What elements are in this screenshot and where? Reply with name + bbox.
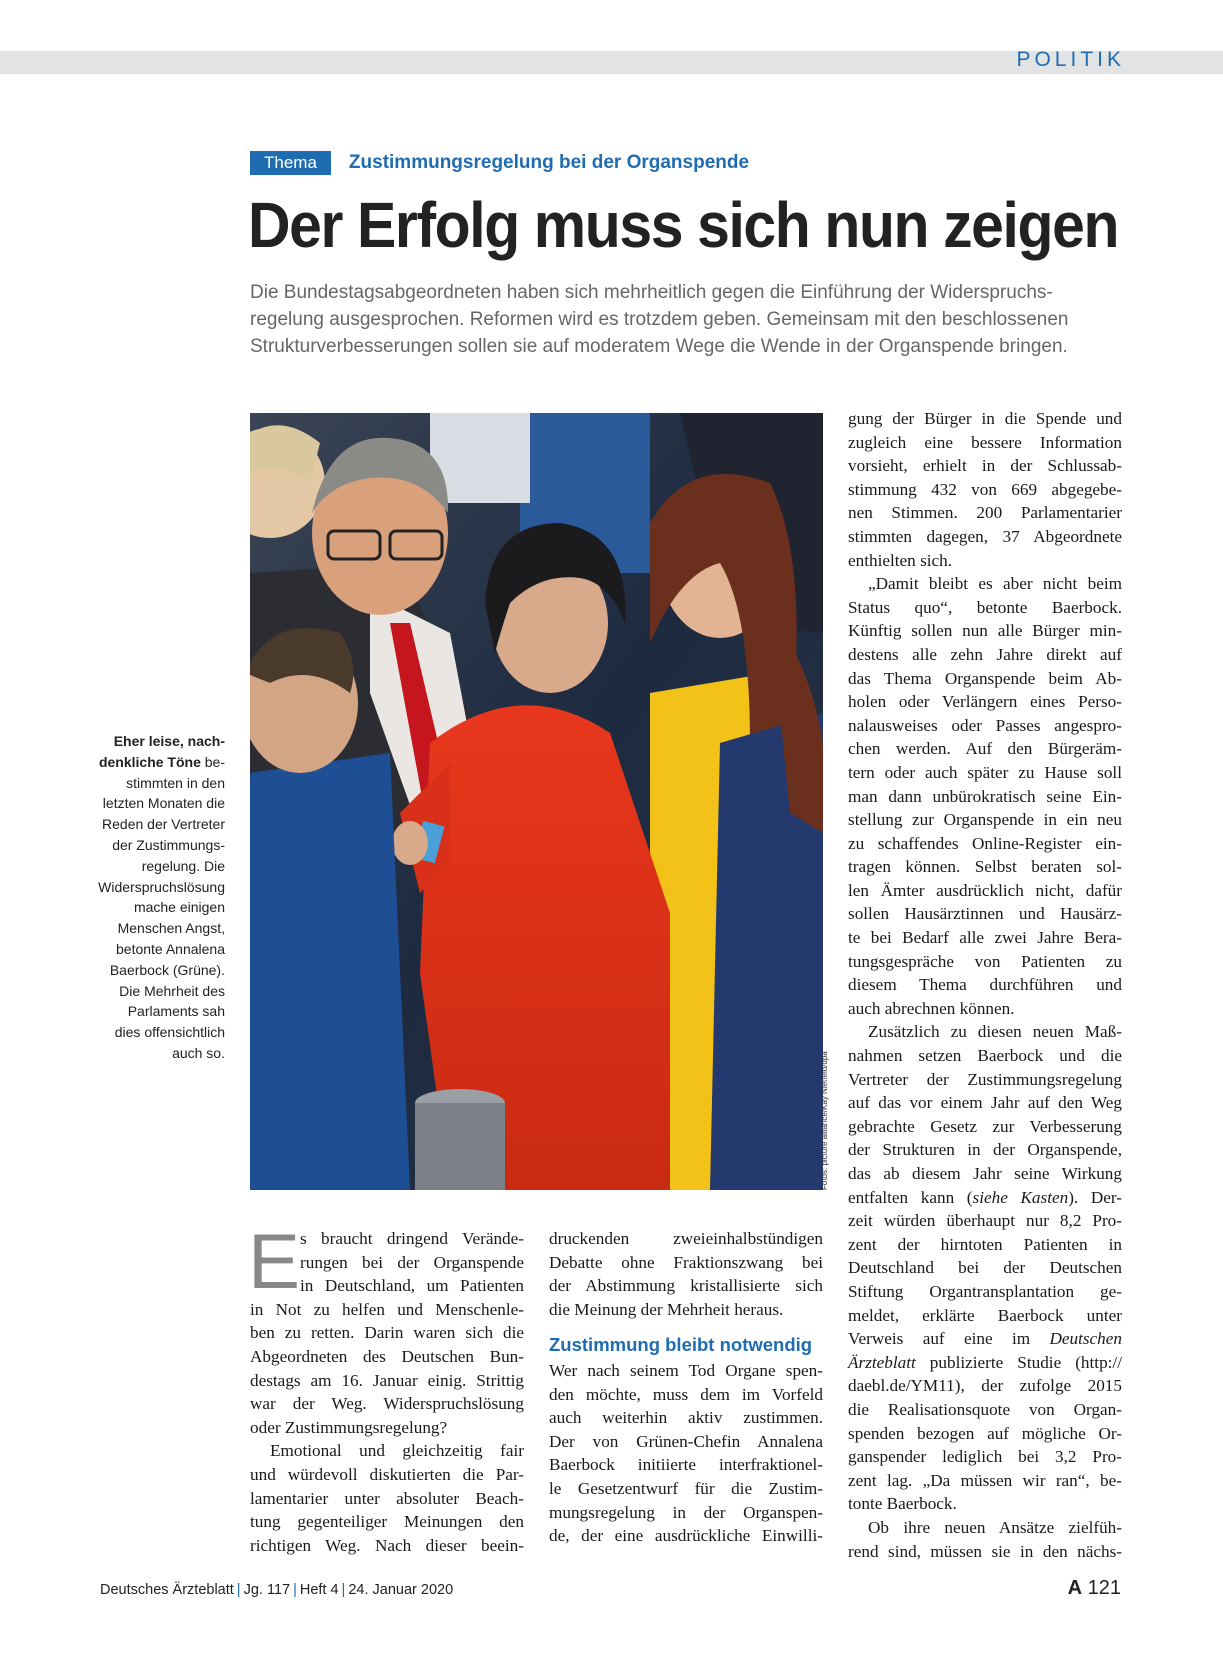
body-line: und würdevoll diskutierten die Par-: [250, 1464, 524, 1484]
lede-line: Strukturverbesserungen sollen sie auf moderatem Wege die Wende in der Organspende bringen.: [250, 336, 1068, 357]
caption-line: dies offensichtlich: [114, 1024, 225, 1041]
body-line: ganspender lediglich bei 3,2 Pro-: [848, 1447, 1122, 1467]
body-line: s braucht dringend Verände-: [300, 1229, 524, 1248]
body-line: tungsgespräche von Patienten zu: [848, 951, 1122, 971]
body-line: meldet, erklärte Baerbock unter: [848, 1305, 1122, 1325]
body-line: nen Stimmen. 200 Parlamentarier: [848, 503, 1122, 523]
body-fragment: entfalten kann (: [848, 1187, 973, 1207]
body-line: nahmen setzen Baerbock und die: [848, 1046, 1122, 1066]
body-line: Stiftung Organtransplantation ge-: [848, 1281, 1122, 1301]
body-line: Vertreter der Zustimmungsregelung: [848, 1069, 1122, 1089]
lede-line: Die Bundestagsabgeordneten haben sich mehrheitlich gegen die Einführung der Widerspruchs-: [250, 282, 1053, 303]
body-line: auch weiterhin aktiv zustimmen.: [549, 1408, 823, 1428]
body-line: len Ämter ausdrücklich nicht, dafür: [848, 880, 1122, 900]
body-line: te bei Bedarf alle zwei Jahre Bera-: [848, 928, 1122, 948]
body-line: de, der eine ausdrückliche Einwilli-: [549, 1526, 823, 1546]
footer-separator: |: [293, 1582, 297, 1598]
body-line: zugleich eine bessere Information: [848, 432, 1122, 452]
body-line: die Realisationsquote von Organ-: [848, 1399, 1122, 1419]
footer-separator: |: [341, 1582, 346, 1598]
caption-bold: Eher leise, nach-: [113, 733, 225, 749]
body-line: destags am 16. Januar einig. Strittig: [250, 1370, 524, 1390]
body-line: nalausweises oder Passes angespro-: [848, 715, 1122, 735]
body-line: den möchte, muss dem im Vorfeld: [549, 1384, 823, 1404]
page-prefix: A: [1067, 1577, 1083, 1599]
body-line: zent der hirntoten Patienten in: [848, 1234, 1122, 1254]
body-line: „Damit bleibt es aber nicht beim: [868, 574, 1122, 594]
footer-separator: |: [236, 1582, 241, 1598]
body-line: Der von Grünen-Chefin Annalena: [549, 1431, 823, 1451]
subheading: Zustimmung bleibt notwendig: [549, 1334, 813, 1356]
body-column-3: [848, 407, 1122, 1563]
body-line: daebl.de/YM11), der zufolge 2015: [848, 1376, 1122, 1396]
body-line: war der Weg. Widerspruchslösung: [250, 1394, 524, 1414]
body-line: rungen bei der Organspende: [300, 1252, 524, 1272]
body-column-2: [549, 1227, 823, 1548]
caption-line: stimmten in den: [126, 774, 225, 791]
body-line: mungsregelung in der Organspen-: [549, 1502, 823, 1522]
body-line: richtigen Weg. Nach dieser beein-: [250, 1535, 524, 1555]
page-number: [1068, 1577, 1121, 1600]
journal-volume: Jg. 117: [243, 1582, 291, 1598]
body-line: tragen können. Selbst beraten sol-: [848, 857, 1122, 877]
body-italic: Ärzteblatt: [848, 1352, 916, 1372]
caption-line: auch so.: [172, 1044, 225, 1061]
body-line: rend sind, müssen sie in den nächs-: [848, 1541, 1122, 1561]
body-line: der Abstimmung kristallisierte sich: [549, 1276, 823, 1296]
caption-line: der Zustimmungs-: [112, 836, 225, 853]
journal-name: Deutsches Ärzteblatt: [100, 1582, 234, 1598]
body-line: auch abrechnen können.: [848, 998, 1015, 1018]
caption-line: Parlaments sah: [127, 1003, 225, 1020]
body-fragment: publizierte Studie (http://: [915, 1352, 1122, 1372]
caption-line: be-: [200, 753, 225, 770]
body-line: gung der Bürger in die Spende und: [848, 409, 1122, 428]
body-italic: Deutschen: [1049, 1329, 1122, 1349]
body-line: holen oder Verlängern eines Perso-: [848, 692, 1122, 712]
journal-date: 24. Januar 2020: [348, 1582, 454, 1598]
body-line: Deutschland bei der Deutschen: [848, 1258, 1122, 1278]
body-line: Zusätzlich zu diesen neuen Maß-: [868, 1022, 1122, 1042]
caption-line: Widerspruchslösung: [98, 878, 225, 895]
body-line: das Thema Organspende beim Ab-: [848, 668, 1122, 688]
body-line: zeit würden überhaupt nur 8,2 Pro-: [848, 1211, 1122, 1231]
drop-cap: E: [248, 1217, 301, 1305]
photo-credit: Fotos: picture alliance/Kay Nietfeld/dpa: [820, 1051, 829, 1190]
body-line: chen werden. Auf den Bürgeräm-: [848, 739, 1122, 759]
body-line: vorsieht, erhielt in der Schlussab-: [848, 456, 1122, 476]
body-line: stimmung 432 von 669 abgegebe-: [848, 479, 1122, 499]
section-label: POLITIK: [1016, 48, 1125, 71]
body-line: zu schaffendes Online-Register ein-: [848, 833, 1122, 853]
headline: Der Erfolg muss sich nun zeigen: [248, 189, 1119, 261]
body-line: auf das vor einem Jahr auf den Weg: [848, 1093, 1122, 1113]
article-photo: [250, 413, 823, 1190]
body-line: spenden bezogen auf mögliche Or-: [848, 1423, 1122, 1443]
body-line: zent lag. „Da müssen wir ran“, be-: [848, 1470, 1122, 1490]
body-line: gebrachte Gesetz zur Verbesserung: [848, 1116, 1122, 1136]
body-line: enthielten sich.: [848, 550, 953, 570]
body-line: Baerbock initiierte interfraktionel-: [549, 1455, 823, 1475]
body-line: in Not zu helfen und Menschenle-: [250, 1299, 524, 1319]
page-footer: [100, 1582, 453, 1598]
body-line: [848, 1186, 1122, 1210]
body-line: Wer nach seinem Tod Organe spen-: [549, 1360, 823, 1380]
body-column-1: [248, 1217, 524, 1557]
body-line: oder Zustimmungsregelung?: [250, 1417, 448, 1437]
body-line: ben zu retten. Darin waren sich die: [250, 1323, 524, 1343]
body-line: lamentarier unter absoluter Beach-: [250, 1488, 524, 1508]
journal-issue: Heft 4: [299, 1582, 339, 1598]
body-line: le Gesetzentwurf für die Zustim-: [549, 1478, 823, 1498]
body-line: druckenden zweieinhalbstündigen: [549, 1229, 823, 1248]
body-line: Status quo“, betonte Baerbock.: [848, 597, 1122, 617]
body-line: stimmten dagegen, 37 Abgeordnete: [848, 526, 1122, 546]
kicker: Zustimmungsregelung bei der Organspende: [348, 152, 750, 173]
caption-line: betonte Annalena: [116, 940, 225, 957]
lede-line: regelung ausgesprochen. Reformen wird es trotzdem geben. Gemeinsam mit den beschlossenen: [250, 309, 1069, 330]
kicker-row: [250, 151, 749, 175]
page-value: 121: [1087, 1577, 1121, 1599]
body-line: Debatte ohne Fraktionszwang bei: [549, 1252, 823, 1272]
lede: [250, 279, 1130, 360]
caption-line: mache einigen: [133, 899, 225, 916]
caption-line: Menschen Angst,: [117, 920, 225, 937]
body-line: die Meinung der Mehrheit heraus.: [549, 1299, 784, 1319]
body-line: Abgeordneten des Deutschen Bun-: [250, 1346, 524, 1366]
body-fragment: ). Der-: [1068, 1187, 1122, 1207]
body-line: [848, 1351, 1122, 1375]
body-line: sollen Hausärztinnen und Hausärz-: [848, 904, 1122, 924]
thema-tag: Thema: [250, 151, 331, 175]
body-line: der Strukturen in der Organspende,: [848, 1140, 1122, 1160]
body-line: destens alle zehn Jahre direkt auf: [848, 644, 1122, 664]
body-line: tern oder auch später zu Hause soll: [848, 762, 1122, 782]
caption-line: Baerbock (Grüne).: [109, 961, 225, 978]
photo-caption: [75, 731, 225, 1064]
caption-line: Die Mehrheit des: [119, 982, 225, 999]
body-fragment: Verweis auf eine im: [848, 1329, 1050, 1349]
body-line: [848, 1327, 1122, 1351]
body-line: in Deutschland, um Patienten: [300, 1276, 524, 1296]
caption-line: regelung. Die: [141, 857, 225, 874]
body-line: diesem Thema durchführen und: [848, 975, 1122, 995]
caption-bold: denkliche Töne: [98, 753, 201, 770]
body-line: das ab diesem Jahr seine Wirkung: [848, 1164, 1122, 1183]
body-line: Künftig sollen nun alle Bürger min-: [848, 621, 1122, 641]
body-italic: siehe Kasten: [972, 1187, 1069, 1207]
body-line: Emotional und gleichzeitig fair: [270, 1441, 524, 1461]
body-line: tonte Baerbock.: [848, 1494, 957, 1514]
caption-line: letzten Monaten die: [102, 795, 225, 812]
body-line: stellung zur Organspende in ein neu: [848, 810, 1122, 830]
photo-illustration: [250, 413, 823, 1190]
body-line: Ob ihre neuen Ansätze zielfüh-: [868, 1517, 1122, 1537]
body-line: man dann unbürokratisch seine Ein-: [848, 786, 1122, 806]
body-line: tung gegenteiliger Meinungen den: [250, 1512, 524, 1532]
caption-line: Reden der Vertreter: [102, 816, 225, 833]
